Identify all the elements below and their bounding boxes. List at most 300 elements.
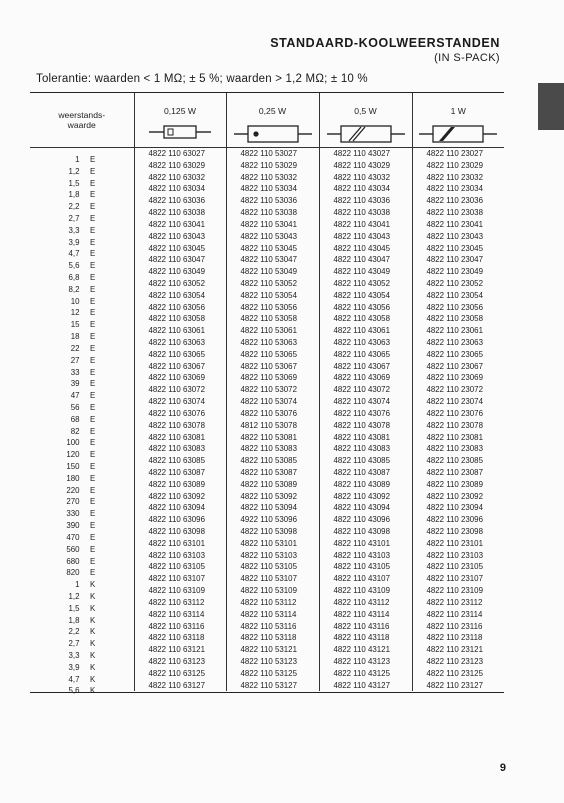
resistance-value-cell xyxy=(30,372,134,389)
table-row xyxy=(30,148,504,160)
catalogue-number-cell: 4822 110 23061 xyxy=(412,325,504,337)
catalogue-number-cell: 4822 110 53029 xyxy=(226,160,319,172)
catalogue-number-cell: 4822 110 23085 xyxy=(412,455,504,467)
catalogue-number-cell: 4822 110 43045 xyxy=(319,243,412,255)
catalogue-number-cell: 4822 110 53081 xyxy=(226,432,319,444)
resistance-unit: K xyxy=(90,591,96,601)
resistance-number: 3,9 xyxy=(68,237,80,247)
catalogue-number-cell: 4822 110 43107 xyxy=(319,573,412,585)
resistance-value-cell xyxy=(30,266,134,283)
resistance-header xyxy=(30,93,134,148)
catalogue-number-cell: 4822 110 43118 xyxy=(319,632,412,644)
resistance-number: 180 xyxy=(66,473,80,483)
resistance-unit: E xyxy=(90,556,96,566)
resistance-number: 1,5 xyxy=(68,178,80,188)
resistance-number: 330 xyxy=(66,509,80,519)
catalogue-number-cell: 4822 110 63032 xyxy=(134,172,226,184)
resistance-number: 10 xyxy=(70,296,80,306)
catalogue-number-cell: 4822 110 23036 xyxy=(412,195,504,207)
catalogue-number-cell: 4822 110 23054 xyxy=(412,290,504,302)
resistance-unit: E xyxy=(90,473,96,483)
catalogue-number-cell: 4822 110 63072 xyxy=(134,384,226,396)
catalogue-number-cell: 4822 110 53105 xyxy=(226,561,319,573)
catalogue-number-cell: 4822 110 53112 xyxy=(226,597,319,609)
catalogue-number-cell: 4822 110 53045 xyxy=(226,243,319,255)
resistance-value-cell xyxy=(30,514,134,531)
resistor-025w-icon xyxy=(234,123,312,145)
catalogue-number-cell: 4822 110 53052 xyxy=(226,278,319,290)
catalogue-number-cell: 4822 110 53094 xyxy=(226,502,319,514)
resistance-unit: E xyxy=(90,367,96,377)
catalogue-number-cell: 4822 110 53074 xyxy=(226,396,319,408)
resistance-unit: E xyxy=(90,154,96,164)
section-tab-marker xyxy=(538,83,564,130)
wattage-header-0125 xyxy=(134,93,226,148)
resistance-number: 390 xyxy=(66,521,80,531)
resistance-number: 3,9 xyxy=(68,662,80,672)
resistance-value-cell xyxy=(30,632,134,649)
catalogue-number-cell: 4922 110 53096 xyxy=(226,514,319,526)
resistance-value-cell xyxy=(30,443,134,460)
resistance-value-cell xyxy=(30,656,134,672)
resistance-number: 1,5 xyxy=(68,603,80,613)
resistance-number: 120 xyxy=(66,450,80,460)
resistance-unit: K xyxy=(90,639,96,649)
page-title: STANDAARD-KOOLWEERSTANDEN xyxy=(270,36,500,50)
catalogue-number-cell: 4822 110 23125 xyxy=(412,668,504,680)
table-row xyxy=(30,550,504,562)
resistance-unit: E xyxy=(90,225,96,235)
resistance-value-cell xyxy=(30,479,134,495)
catalogue-number-cell: 4822 110 63056 xyxy=(134,302,226,314)
resistance-value-cell xyxy=(30,313,134,330)
catalogue-number-cell: 4822 110 63101 xyxy=(134,538,226,550)
catalogue-number-cell: 4822 110 23101 xyxy=(412,538,504,550)
resistance-value-cell xyxy=(30,491,134,507)
catalogue-number-cell: 4822 110 43087 xyxy=(319,467,412,479)
table-row xyxy=(30,573,504,585)
resistance-value-cell xyxy=(30,396,134,412)
resistance-value-cell xyxy=(30,408,134,424)
table-row xyxy=(30,243,504,255)
resistance-unit: K xyxy=(90,627,96,637)
wattage-label: 0,25 W xyxy=(258,106,287,116)
resistance-value-cell xyxy=(30,231,134,247)
table-row xyxy=(30,231,504,243)
catalogue-number-cell: 4822 110 23107 xyxy=(412,573,504,585)
catalogue-number-cell: 4822 110 63065 xyxy=(134,349,226,361)
table-row xyxy=(30,325,504,337)
catalogue-number-cell: 4822 110 53118 xyxy=(226,632,319,644)
resistance-number: 2,7 xyxy=(68,213,80,223)
catalogue-number-cell: 4822 110 53069 xyxy=(226,372,319,384)
resistance-unit: E xyxy=(90,178,96,188)
resistance-number: 1 xyxy=(75,580,80,590)
resistance-unit: E xyxy=(90,308,96,318)
catalogue-number-cell: 4822 110 63063 xyxy=(134,337,226,349)
catalogue-number-cell: 4822 110 43101 xyxy=(319,538,412,550)
resistance-unit: E xyxy=(90,497,96,507)
table-row xyxy=(30,337,504,349)
resistance-unit: E xyxy=(90,202,96,212)
catalogue-number-cell: 4822 110 63067 xyxy=(134,361,226,373)
resistance-unit: E xyxy=(90,284,96,294)
catalogue-number-cell: 4822 110 23121 xyxy=(412,644,504,656)
catalogue-number-cell: 4822 110 63054 xyxy=(134,290,226,302)
catalogue-number-cell: 4822 110 23092 xyxy=(412,491,504,503)
resistance-value-cell xyxy=(30,361,134,377)
catalogue-number-cell: 4822 110 53038 xyxy=(226,207,319,219)
resistance-unit: K xyxy=(90,686,96,696)
catalogue-number-cell: 4822 110 23087 xyxy=(412,467,504,479)
catalogue-number-cell: 4822 110 63109 xyxy=(134,585,226,597)
table-row xyxy=(30,432,504,444)
resistance-unit: E xyxy=(90,166,96,176)
resistance-unit: E xyxy=(90,320,96,330)
catalogue-number-cell: 4822 110 63116 xyxy=(134,621,226,633)
catalogue-number-cell: 4822 110 53092 xyxy=(226,491,319,503)
resistance-number: 100 xyxy=(66,438,80,448)
catalogue-number-cell: 4822 110 53089 xyxy=(226,479,319,491)
catalogue-number-cell: 4822 110 23032 xyxy=(412,172,504,184)
catalogue-number-cell: 4822 110 63027 xyxy=(134,148,226,160)
resistance-value-cell xyxy=(30,621,134,637)
table-row xyxy=(30,408,504,420)
table-row xyxy=(30,597,504,609)
table-header-row xyxy=(30,93,504,148)
catalogue-number-cell: 4822 110 63127 xyxy=(134,680,226,692)
catalogue-number-cell: 4822 110 43061 xyxy=(319,325,412,337)
catalogue-number-cell: 4822 110 43112 xyxy=(319,597,412,609)
resistance-value-cell xyxy=(30,561,134,578)
catalogue-number-cell: 4822 110 43089 xyxy=(319,479,412,491)
table-row xyxy=(30,526,504,538)
catalogue-number-cell: 4822 110 53032 xyxy=(226,172,319,184)
catalogue-number-cell: 4822 110 23029 xyxy=(412,160,504,172)
resistance-number: 82 xyxy=(70,426,80,436)
resistance-value-cell xyxy=(30,302,134,318)
resistance-number: 3,3 xyxy=(68,225,80,235)
resistance-unit: E xyxy=(90,462,96,472)
catalogue-number-cell: 4822 110 43052 xyxy=(319,278,412,290)
table-row xyxy=(30,195,504,207)
catalogue-number-cell: 4822 110 23065 xyxy=(412,349,504,361)
table-row xyxy=(30,172,504,184)
table-body xyxy=(30,148,504,696)
resistance-unit: K xyxy=(90,603,96,613)
resistance-unit: E xyxy=(90,391,96,401)
catalogue-number-cell: 4822 110 23118 xyxy=(412,632,504,644)
catalogue-number-cell: 4822 110 43063 xyxy=(319,337,412,349)
catalogue-number-cell: 4822 110 63096 xyxy=(134,514,226,526)
resistance-unit: K xyxy=(90,651,96,661)
resistance-unit: K xyxy=(90,615,96,625)
catalogue-number-cell: 4822 110 53121 xyxy=(226,644,319,656)
catalogue-number-cell: 4822 110 53123 xyxy=(226,656,319,668)
resistance-unit: E xyxy=(90,343,96,353)
catalogue-number-cell: 4822 110 43054 xyxy=(319,290,412,302)
resistance-unit: E xyxy=(90,485,96,495)
resistance-value-cell xyxy=(30,502,134,519)
catalogue-number-cell: 4822 110 23069 xyxy=(412,372,504,384)
resistance-value-cell xyxy=(30,668,134,684)
resistance-number: 560 xyxy=(66,544,80,554)
resistance-value-cell xyxy=(30,455,134,472)
catalogue-number-cell: 4822 110 63092 xyxy=(134,491,226,503)
wattage-label: 0,125 W xyxy=(163,106,196,116)
catalogue-number-cell: 4822 110 63076 xyxy=(134,408,226,420)
catalogue-number-cell: 4822 110 43074 xyxy=(319,396,412,408)
resistance-unit: E xyxy=(90,237,96,247)
catalogue-number-cell: 4822 110 63078 xyxy=(134,420,226,432)
catalogue-number-cell: 4822 110 23045 xyxy=(412,243,504,255)
catalogue-number-cell: 4822 110 43083 xyxy=(319,443,412,455)
catalogue-number-cell: 4812 110 53078 xyxy=(226,420,319,432)
table-row xyxy=(30,443,504,455)
resistance-number: 8,2 xyxy=(68,284,80,294)
table-row xyxy=(30,254,504,266)
resistance-unit: K xyxy=(90,662,96,672)
catalogue-number-cell: 4822 110 53065 xyxy=(226,349,319,361)
resistance-unit: E xyxy=(90,249,96,259)
table-row xyxy=(30,680,504,692)
catalogue-number-cell: 4822 110 23067 xyxy=(412,361,504,373)
bottom-rule xyxy=(30,692,504,693)
table-row xyxy=(30,278,504,290)
catalogue-number-cell: 4822 110 23041 xyxy=(412,219,504,231)
catalogue-number-cell: 4822 110 23027 xyxy=(412,148,504,160)
resistance-value-cell xyxy=(30,585,134,601)
catalogue-number-cell: 4822 110 63045 xyxy=(134,243,226,255)
resistance-unit: E xyxy=(90,509,96,519)
resistor-table xyxy=(30,93,504,696)
catalogue-number-cell: 4822 110 63069 xyxy=(134,372,226,384)
catalogue-number-cell: 4822 110 23112 xyxy=(412,597,504,609)
catalogue-number-cell: 4822 110 43105 xyxy=(319,561,412,573)
table-row xyxy=(30,656,504,668)
resistance-number: 1,2 xyxy=(68,166,80,176)
resistance-number: 18 xyxy=(70,332,80,342)
catalogue-number-cell: 4822 110 63121 xyxy=(134,644,226,656)
resistance-number: 270 xyxy=(66,497,80,507)
resistance-value-cell xyxy=(30,609,134,625)
page-number: 9 xyxy=(499,762,506,774)
catalogue-number-cell: 4822 110 23105 xyxy=(412,561,504,573)
table-row xyxy=(30,479,504,491)
catalogue-number-cell: 4822 110 53034 xyxy=(226,183,319,195)
table-row xyxy=(30,561,504,573)
resistance-value-cell xyxy=(30,597,134,613)
catalogue-number-cell: 4822 110 23083 xyxy=(412,443,504,455)
resistance-value-cell xyxy=(30,337,134,353)
resistance-number: 5,6 xyxy=(68,686,80,696)
catalogue-number-cell: 4822 110 63036 xyxy=(134,195,226,207)
resistance-value-cell xyxy=(30,195,134,212)
catalogue-number-cell: 4822 110 23123 xyxy=(412,656,504,668)
resistance-number: 2,7 xyxy=(68,639,80,649)
catalogue-number-cell: 4822 110 43041 xyxy=(319,219,412,231)
catalogue-number-cell: 4822 110 43056 xyxy=(319,302,412,314)
resistance-unit: E xyxy=(90,402,96,412)
resistance-value-cell xyxy=(30,467,134,483)
resistance-value-cell xyxy=(30,420,134,436)
catalogue-number-cell: 4822 110 23074 xyxy=(412,396,504,408)
resistance-unit: E xyxy=(90,450,96,460)
catalogue-number-cell: 4822 110 63123 xyxy=(134,656,226,668)
resistance-unit: K xyxy=(90,674,96,684)
table-row xyxy=(30,290,504,302)
catalogue-number-cell: 4822 110 63089 xyxy=(134,479,226,491)
catalogue-number-cell: 4822 110 43085 xyxy=(319,455,412,467)
table-row xyxy=(30,420,504,432)
catalogue-number-cell: 4822 110 23094 xyxy=(412,502,504,514)
resistance-unit: E xyxy=(90,190,96,200)
catalogue-number-cell: 4822 110 23043 xyxy=(412,231,504,243)
catalogue-number-cell: 4822 110 23076 xyxy=(412,408,504,420)
resistance-value-cell xyxy=(30,254,134,271)
wattage-header-025 xyxy=(226,93,319,148)
catalogue-number-cell: 4822 110 23103 xyxy=(412,550,504,562)
catalogue-number-cell: 4822 110 53049 xyxy=(226,266,319,278)
catalogue-number-cell: 4822 110 23058 xyxy=(412,313,504,325)
catalogue-number-cell: 4822 110 53041 xyxy=(226,219,319,231)
catalogue-number-cell: 4822 110 23038 xyxy=(412,207,504,219)
wattage-label: 1 W xyxy=(450,106,466,116)
catalogue-number-cell: 4822 110 43076 xyxy=(319,408,412,420)
resistance-number: 3,3 xyxy=(68,651,80,661)
catalogue-number-cell: 4822 110 53116 xyxy=(226,621,319,633)
catalogue-number-cell: 4822 110 43116 xyxy=(319,621,412,633)
catalogue-number-cell: 4822 110 43125 xyxy=(319,668,412,680)
resistance-value-cell xyxy=(30,243,134,259)
catalogue-number-cell: 4822 110 63034 xyxy=(134,183,226,195)
catalogue-number-cell: 4822 110 23063 xyxy=(412,337,504,349)
catalogue-number-cell: 4822 110 63083 xyxy=(134,443,226,455)
catalogue-number-cell: 4822 110 53127 xyxy=(226,680,319,692)
resistance-number: 1,8 xyxy=(68,190,80,200)
table-row xyxy=(30,585,504,597)
resistance-value-cell xyxy=(30,550,134,566)
catalogue-number-cell: 4822 110 23056 xyxy=(412,302,504,314)
catalogue-number-cell: 4822 110 23049 xyxy=(412,266,504,278)
resistance-unit: E xyxy=(90,355,96,365)
catalogue-number-cell: 4822 110 23127 xyxy=(412,680,504,692)
catalogue-number-cell: 4822 110 43047 xyxy=(319,254,412,266)
catalogue-number-cell: 4822 110 43038 xyxy=(319,207,412,219)
resistance-value-cell xyxy=(30,538,134,554)
catalogue-number-cell: 4822 110 53103 xyxy=(226,550,319,562)
resistance-value-cell xyxy=(30,160,134,176)
table-row xyxy=(30,302,504,314)
catalogue-number-cell: 4822 110 43029 xyxy=(319,160,412,172)
resistance-value-cell xyxy=(30,278,134,294)
catalogue-number-cell: 4822 110 43127 xyxy=(319,680,412,692)
catalogue-number-cell: 4822 110 43049 xyxy=(319,266,412,278)
catalogue-number-cell: 4822 110 43058 xyxy=(319,313,412,325)
catalogue-number-cell: 4822 110 53072 xyxy=(226,384,319,396)
catalogue-number-cell: 4822 110 43098 xyxy=(319,526,412,538)
catalogue-number-cell: 4822 110 63098 xyxy=(134,526,226,538)
catalogue-number-cell: 4822 110 63058 xyxy=(134,313,226,325)
resistance-number: 2,2 xyxy=(68,202,80,212)
catalogue-number-cell: 4822 110 43078 xyxy=(319,420,412,432)
catalogue-number-cell: 4822 110 43067 xyxy=(319,361,412,373)
catalogue-number-cell: 4822 110 43114 xyxy=(319,609,412,621)
resistance-value-cell xyxy=(30,680,134,696)
catalogue-number-cell: 4822 110 23098 xyxy=(412,526,504,538)
catalogue-number-cell: 4822 110 43094 xyxy=(319,502,412,514)
catalogue-number-cell: 4822 110 63118 xyxy=(134,632,226,644)
resistor-table-container xyxy=(30,93,504,696)
catalogue-number-cell: 4822 110 53109 xyxy=(226,585,319,597)
resistance-value-cell xyxy=(30,526,134,542)
catalogue-number-cell: 4822 110 43123 xyxy=(319,656,412,668)
catalogue-number-cell: 4822 110 23072 xyxy=(412,384,504,396)
resistance-value-cell xyxy=(30,290,134,306)
table-row xyxy=(30,455,504,467)
resistance-unit: E xyxy=(90,332,96,342)
table-row xyxy=(30,502,504,514)
catalogue-number-cell: 4822 110 53058 xyxy=(226,313,319,325)
resistance-label-line1: weerstands- xyxy=(58,110,106,120)
resistance-number: 1,8 xyxy=(68,615,80,625)
wattage-header-05 xyxy=(319,93,412,148)
resistance-unit: E xyxy=(90,296,96,306)
catalogue-number-cell: 4822 110 23034 xyxy=(412,183,504,195)
catalogue-number-cell: 4822 110 43109 xyxy=(319,585,412,597)
catalogue-number-cell: 4822 110 43032 xyxy=(319,172,412,184)
catalogue-number-cell: 4822 110 63047 xyxy=(134,254,226,266)
table-row xyxy=(30,396,504,408)
catalogue-number-cell: 4822 110 23089 xyxy=(412,479,504,491)
resistance-number: 47 xyxy=(70,391,80,401)
resistance-number: 33 xyxy=(70,367,80,377)
wattage-header-1 xyxy=(412,93,504,148)
table-row xyxy=(30,384,504,396)
catalogue-number-cell: 4822 110 53083 xyxy=(226,443,319,455)
table-row xyxy=(30,644,504,656)
catalogue-number-cell: 4822 110 53076 xyxy=(226,408,319,420)
table-row xyxy=(30,538,504,550)
catalogue-number-cell: 4822 110 53054 xyxy=(226,290,319,302)
resistance-number: 4,7 xyxy=(68,249,80,259)
resistance-unit: E xyxy=(90,568,96,578)
resistance-unit: E xyxy=(90,532,96,542)
catalogue-number-cell: 4822 110 63112 xyxy=(134,597,226,609)
catalogue-number-cell: 4822 110 53047 xyxy=(226,254,319,266)
resistance-unit: E xyxy=(90,213,96,223)
catalogue-number-cell: 4822 110 53107 xyxy=(226,573,319,585)
resistance-value-cell xyxy=(30,172,134,188)
resistance-number: 27 xyxy=(70,355,80,365)
catalogue-number-cell: 4822 110 23116 xyxy=(412,621,504,633)
catalogue-number-cell: 4822 110 63074 xyxy=(134,396,226,408)
catalogue-number-cell: 4822 110 63049 xyxy=(134,266,226,278)
table-row xyxy=(30,266,504,278)
resistance-number: 15 xyxy=(70,320,80,330)
table-row xyxy=(30,467,504,479)
catalogue-number-cell: 4822 110 63105 xyxy=(134,561,226,573)
resistance-number: 1,2 xyxy=(68,591,80,601)
resistance-value-cell xyxy=(30,219,134,235)
table-row xyxy=(30,313,504,325)
catalogue-number-cell: 4822 110 53063 xyxy=(226,337,319,349)
catalogue-number-cell: 4822 110 63061 xyxy=(134,325,226,337)
catalogue-number-cell: 4822 110 43092 xyxy=(319,491,412,503)
resistance-number: 470 xyxy=(66,532,80,542)
table-row xyxy=(30,372,504,384)
wattage-label: 0,5 W xyxy=(354,106,377,116)
